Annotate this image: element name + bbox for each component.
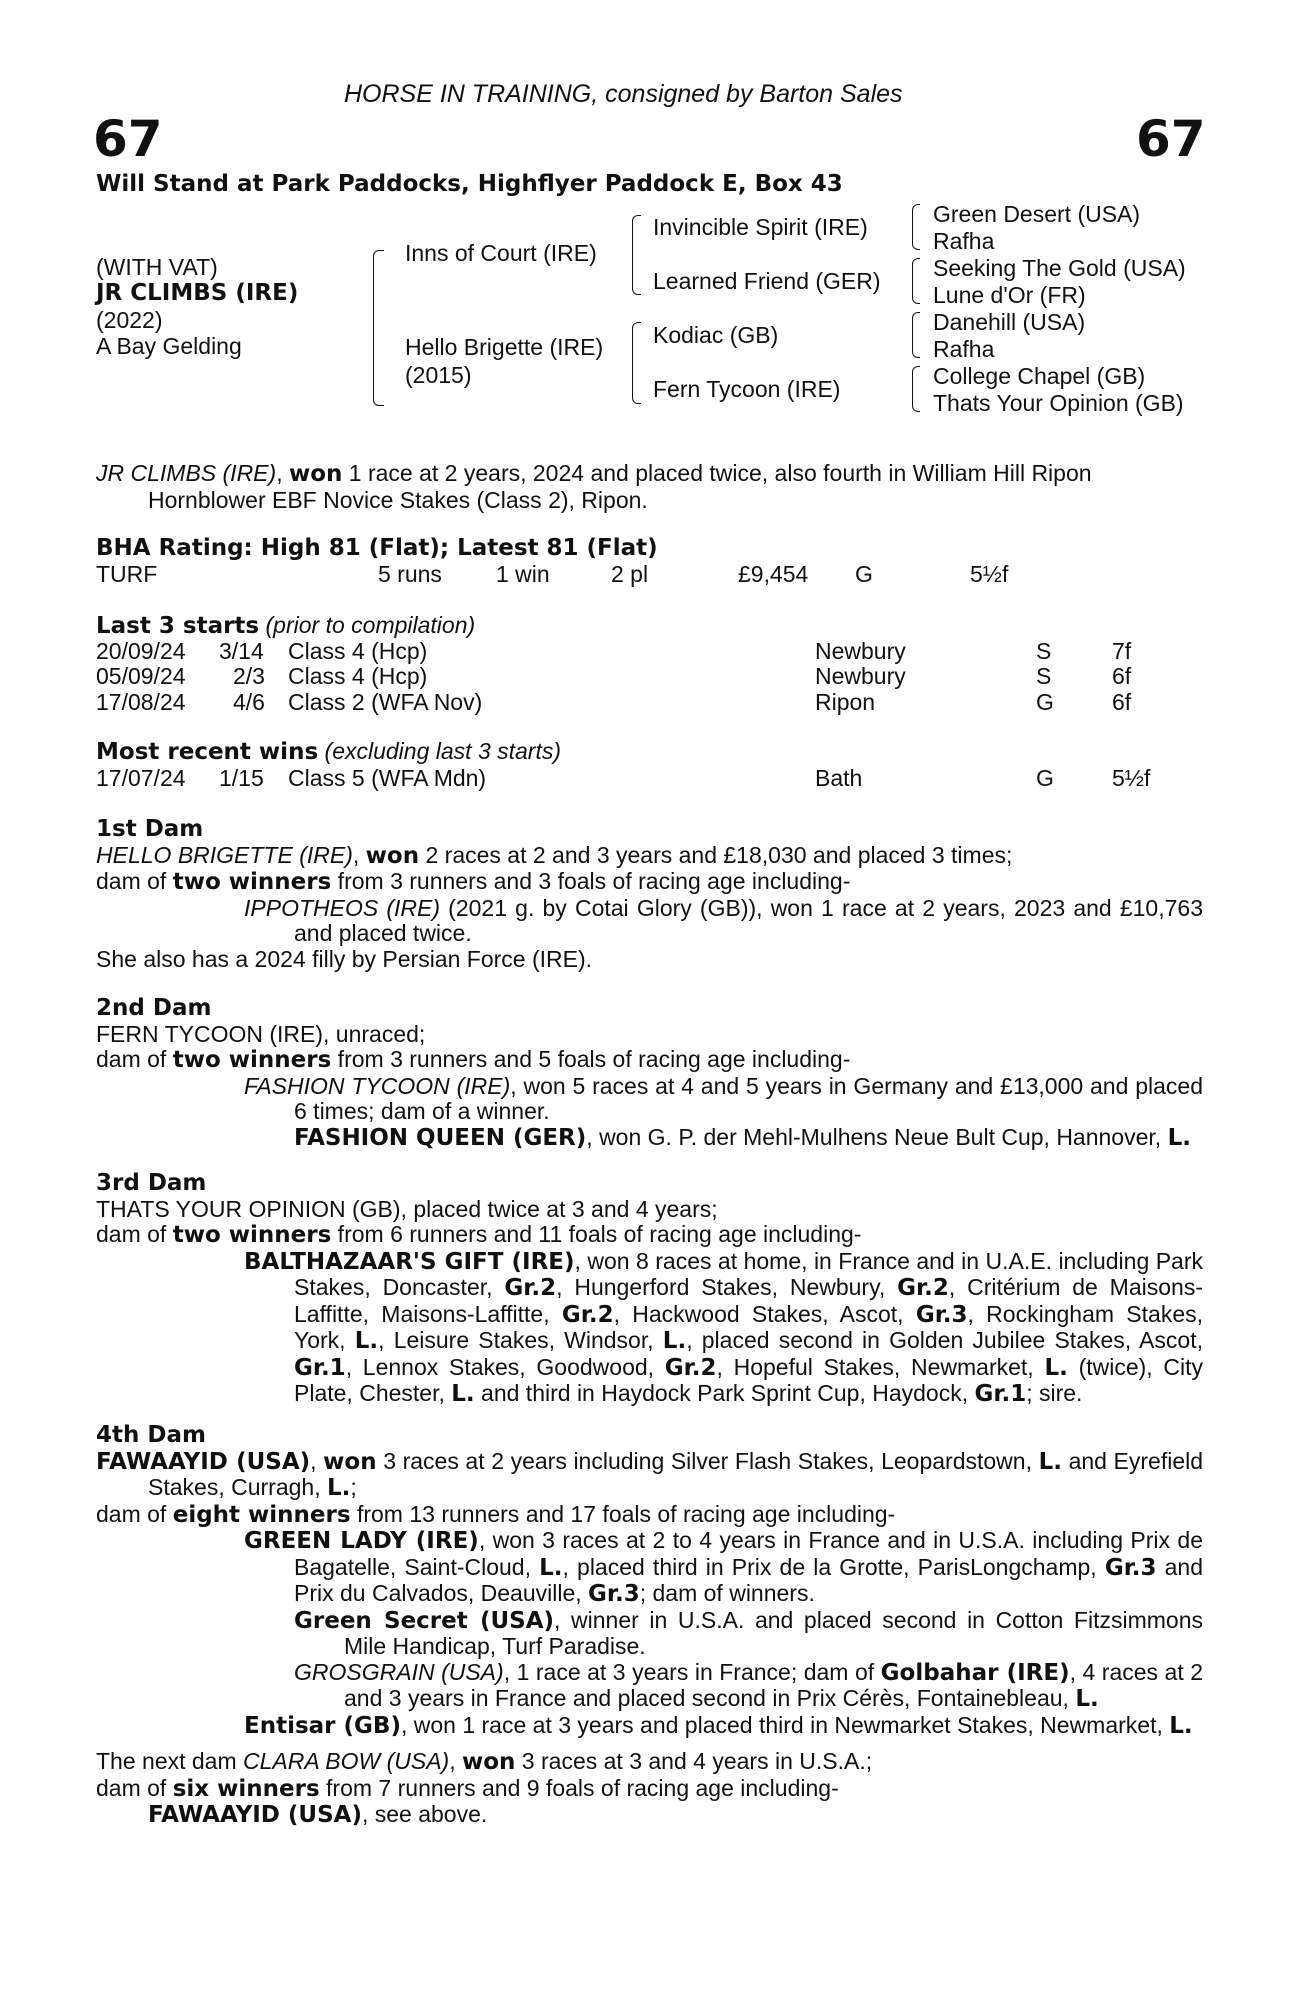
win-position: 1/15	[219, 765, 264, 791]
grade-label: L.	[354, 1328, 379, 1354]
start-race: Class 2 (WFA Nov)	[288, 689, 483, 715]
first-dam-section: 1st Dam HELLO BRIGETTE (IRE), won 2 races at 2 and 3 years and £18,030 and placed 3 times; dam of two winners from 3 runners and 3 foals of racing age including- IPPOTHEOS (IRE) (2021 g. by Cotai Glory (GB)), won 1 race at 2 years, 2023 and £10,763 and placed twice. She also has a 2024 filly by Persian Force (IRE).	[96, 816, 1203, 972]
pedigree-sire-dam: Learned Friend (GER)	[653, 268, 881, 294]
progeny-text: , placed third in Prix de la Grotte, ParisLongchamp,	[562, 1553, 1105, 1580]
pedigree-sire-sire: Invincible Spirit (IRE)	[653, 214, 868, 240]
progeny-entry	[96, 1713, 1203, 1740]
progeny-text: , placed second in Golden Jubilee Stakes, Ascot,	[686, 1327, 1203, 1353]
start-going: G	[1036, 689, 1054, 715]
start-date: 17/08/24	[96, 689, 186, 715]
progeny-text: , won 3 races at 2 to 4 years in France and in U.S.A. including Prix de Bagatelle, Saint-Cloud,	[294, 1527, 1204, 1580]
brace	[373, 250, 384, 406]
progeny-text: , Rockingham Stakes, York,	[294, 1300, 1203, 1353]
grade-label: Gr.2	[897, 1275, 949, 1301]
progeny-entry	[96, 896, 1203, 947]
winners-count: eight winners	[172, 1501, 351, 1528]
grade-label: L.	[1075, 1686, 1099, 1712]
start-course: Newbury	[815, 663, 906, 689]
brace	[912, 204, 920, 250]
pedigree-dss: Danehill (USA)	[933, 309, 1086, 335]
progeny-name: FASHION TYCOON (IRE)	[244, 1072, 511, 1099]
fourth-dam-record: FAWAAYID (USA), won 3 races at 2 years including Silver Flash Stakes, Leopardstown, L. and Eyrefield Stakes, Curragh, L.;	[96, 1447, 1204, 1501]
progeny-entry	[96, 1608, 1203, 1660]
progeny-text: , Hopeful Stakes, Newmarket,	[716, 1353, 1045, 1380]
progeny-name: FAWAAYID (USA)	[148, 1802, 362, 1828]
progeny-text: , Lennox Stakes, Goodwood,	[345, 1353, 665, 1380]
third-dam-section	[96, 1171, 1203, 1408]
progeny-text: , Hungerford Stakes, Newbury,	[556, 1274, 898, 1300]
rating-going: G	[855, 561, 873, 587]
brace	[912, 366, 920, 412]
pedigree-sire: Inns of Court (IRE)	[405, 240, 597, 266]
start-date: 05/09/24	[96, 663, 186, 689]
progeny-name: GROSGRAIN (USA)	[294, 1658, 504, 1685]
progeny-name: IPPOTHEOS (IRE)	[244, 894, 441, 921]
progeny-record: (2021 g. by Cotai Glory (GB)), won 1 race at 2 years, 2023 and £10,763 and placed twice.	[294, 894, 1203, 946]
horse-description: A Bay Gelding	[96, 333, 242, 359]
start-course: Ripon	[815, 689, 876, 715]
pedigree-dam-year: (2015)	[405, 362, 472, 388]
record-text: and Eyrefield Stakes, Curragh,	[148, 1447, 1204, 1500]
progeny-name: GREEN LADY (IRE)	[244, 1528, 479, 1554]
second-dam-section	[96, 996, 1203, 1151]
win-course: Bath	[815, 765, 863, 791]
fourth-dam-name: FAWAAYID (USA)	[96, 1448, 311, 1475]
progeny-text: and third in Haydock Park Sprint Cup, Haydock,	[474, 1380, 975, 1406]
progeny-text: , 1 race at 3 years in France; dam of	[503, 1658, 881, 1685]
progeny-entry	[96, 1249, 1203, 1408]
produce-record: from 7 runners and 9 foals of racing age including-	[319, 1774, 839, 1801]
grade-label: L.	[1044, 1354, 1068, 1381]
dam-of-label: dam of	[96, 1500, 173, 1527]
start-position: 2/3	[233, 663, 265, 689]
first-dam-record: 2 races at 2 and 3 years and £18,030 and placed 3 times;	[419, 841, 1013, 868]
brace	[912, 312, 920, 358]
grade-label: L.	[1038, 1448, 1062, 1475]
progeny-entry	[96, 1802, 1203, 1829]
start-distance: 7f	[1112, 638, 1132, 664]
pedigree-sdd: Lune d'Or (FR)	[933, 282, 1086, 308]
start-course: Newbury	[815, 638, 906, 664]
horse-name: JR CLIMBS (IRE)	[96, 280, 299, 306]
record-text: 3 races at 2 years including Silver Flash Stakes, Leopardstown,	[376, 1447, 1039, 1474]
summary-won: won	[288, 461, 343, 487]
stand-location: Will Stand at Park Paddocks, Highflyer Paddock E, Box 43	[96, 171, 843, 197]
pedigree-ssd: Rafha	[933, 228, 995, 254]
start-race: Class 4 (Hcp)	[288, 638, 428, 664]
third-dam-title: 3rd Dam	[96, 1170, 207, 1196]
listed-label: L.	[1167, 1124, 1191, 1151]
dam-of-label: dam of	[96, 1221, 173, 1247]
start-going: S	[1036, 663, 1052, 689]
won-label: won	[365, 842, 420, 869]
progeny-record: , winner in U.S.A. and placed second in Cotton Fitzsimmons Mile Handicap, Turf Paradise.	[344, 1606, 1203, 1659]
progeny-text: , Hackwood Stakes, Ascot,	[613, 1300, 916, 1327]
recent-wins-heading	[96, 739, 561, 766]
recent-wins-title: Most recent wins	[96, 739, 319, 765]
pedigree-sds: Seeking The Gold (USA)	[933, 255, 1186, 281]
progeny-name: Green Secret (USA)	[294, 1607, 555, 1634]
rating-runs: 5 runs	[378, 561, 442, 587]
grade-label: Gr.3	[915, 1301, 968, 1328]
progeny-name: BALTHAZAAR'S GIFT (IRE)	[244, 1248, 575, 1275]
next-dam-text: ,	[449, 1748, 462, 1774]
grade-label: Gr.1	[974, 1381, 1027, 1407]
progeny-record: , won 5 races at 4 and 5 years in Germany and £13,000 and placed 6 times; dam of a winner.	[294, 1072, 1203, 1124]
progeny-record: , won 1 race at 3 years and placed third in Newmarket Stakes, Newmarket,	[400, 1711, 1170, 1738]
pedigree-ddd: Thats Your Opinion (GB)	[933, 390, 1184, 416]
summary-line2: Hornblower EBF Novice Stakes (Class 2), Ripon.	[148, 486, 648, 513]
produce-record: from 13 runners and 17 foals of racing age including-	[350, 1500, 896, 1527]
pedigree-dam: Hello Brigette (IRE)	[405, 334, 604, 360]
progeny-text: , 4 races at 2 and 3 years in France and placed second in Prix Cérès, Fontainebleau,	[344, 1658, 1204, 1711]
horse-vat: (WITH VAT)	[96, 254, 218, 280]
grade-label: L.	[539, 1554, 563, 1581]
recent-wins-note: (excluding last 3 starts)	[324, 738, 562, 764]
next-dam-text: The next dam	[96, 1748, 244, 1774]
produce-record: from 6 runners and 11 foals of racing age including-	[331, 1221, 862, 1247]
winners-count: two winners	[172, 1047, 332, 1073]
win-going: G	[1036, 765, 1054, 791]
start-position: 4/6	[233, 689, 265, 715]
horse-year: (2022)	[96, 307, 163, 333]
progeny-name: FASHION QUEEN (GER)	[294, 1124, 587, 1151]
race-summary: JR CLIMBS (IRE), won 1 race at 2 years, 2024 and placed twice, also fourth in William Hill Ripon Hornblower EBF Novice Stakes (Class 2), Ripon.	[96, 461, 1203, 513]
rating-placed: 2 pl	[611, 561, 649, 587]
win-race: Class 5 (WFA Mdn)	[288, 765, 487, 791]
fourth-dam-section	[96, 1423, 1203, 1739]
third-dam-line: THATS YOUR OPINION (GB), placed twice at 3 and 4 years;	[96, 1195, 718, 1222]
rating-surface: TURF	[96, 561, 158, 587]
progeny-name: Golbahar (IRE)	[880, 1659, 1070, 1686]
rating-distance: 5½f	[970, 561, 1009, 587]
next-dam-name: CLARA BOW (USA)	[243, 1748, 450, 1774]
win-date: 17/07/24	[96, 765, 186, 791]
fourth-dam-title: 4th Dam	[96, 1422, 206, 1448]
grade-label: Gr.2	[504, 1275, 557, 1301]
first-dam-title: 1st Dam	[96, 816, 204, 842]
won-label: won	[323, 1448, 377, 1475]
grade-label: Gr.2	[664, 1354, 717, 1381]
start-going: S	[1036, 638, 1052, 664]
progeny-text: ; dam of winners.	[639, 1580, 815, 1606]
start-distance: 6f	[1112, 663, 1132, 689]
lot-number-left: 67	[93, 110, 163, 168]
progeny-entry	[96, 1528, 1203, 1608]
summary-horse-name: JR CLIMBS (IRE)	[96, 460, 277, 486]
grade-label: L.	[1169, 1712, 1193, 1739]
last3-note: (prior to compilation)	[265, 612, 476, 638]
pedigree-dsd: Rafha	[933, 336, 995, 362]
next-dam-section	[96, 1749, 1203, 1829]
last3-heading	[96, 613, 475, 640]
grade-label: Gr.3	[588, 1581, 640, 1607]
second-dam-line: FERN TYCOON (IRE), unraced;	[96, 1020, 426, 1047]
grade-label: Gr.2	[561, 1301, 614, 1328]
produce-record: from 3 runners and 3 foals of racing age including-	[331, 868, 851, 894]
rating-wins: 1 win	[496, 561, 550, 587]
win-distance: 5½f	[1112, 765, 1151, 791]
rating-earnings: £9,454	[738, 561, 809, 587]
winners-count: six winners	[172, 1775, 320, 1802]
last3-title: Last 3 starts	[96, 613, 260, 639]
grade-label: Gr.3	[1104, 1554, 1157, 1581]
progeny-entry	[96, 1660, 1203, 1713]
produce-record: from 3 runners and 5 foals of racing age including-	[331, 1046, 851, 1072]
progeny-name: Entisar (GB)	[244, 1712, 401, 1739]
dam-of-label: dam of	[96, 1046, 173, 1072]
dam-of-label: dam of	[96, 1774, 173, 1801]
pedigree-dds: College Chapel (GB)	[933, 363, 1146, 389]
start-distance: 6f	[1112, 689, 1132, 715]
progeny-text: , won 8 races at home, in France and in U.A.E. including Park Stakes, Doncaster,	[294, 1247, 1203, 1300]
progeny-text: and Prix du Calvados, Deauville,	[294, 1553, 1203, 1606]
pedigree-dam-sire: Kodiac (GB)	[653, 322, 779, 348]
start-date: 20/09/24	[96, 638, 186, 664]
lot-number-right: 67	[1136, 110, 1206, 168]
progeny-entry	[96, 1074, 1203, 1125]
catalogue-header: HORSE IN TRAINING, consigned by Barton Sales	[344, 80, 903, 108]
progeny-record: , see above.	[361, 1801, 488, 1827]
first-dam-note: She also has a 2024 filly by Persian Force (IRE).	[96, 945, 593, 972]
start-position: 3/14	[219, 638, 264, 664]
grade-label: L.	[326, 1475, 351, 1501]
winners-count: two winners	[172, 869, 332, 895]
grade-label: Gr.1	[294, 1354, 346, 1381]
progeny-record: , won G. P. der Mehl-Mulhens Neue Bult Cup, Hannover,	[586, 1123, 1168, 1150]
pedigree-dam-dam: Fern Tycoon (IRE)	[653, 376, 841, 402]
winners-count: two winners	[172, 1222, 332, 1248]
bha-rating-title: BHA Rating: High 81 (Flat); Latest 81 (Flat)	[96, 535, 658, 561]
dam-of-label: dam of	[96, 868, 173, 894]
summary-line1: 1 race at 2 years, 2024 and placed twice, also fourth in William Hill Ripon	[342, 460, 1092, 486]
second-dam-title: 2nd Dam	[96, 995, 212, 1021]
start-race: Class 4 (Hcp)	[288, 663, 428, 689]
next-dam-text: 3 races at 3 and 4 years in U.S.A.;	[515, 1748, 873, 1774]
grade-label: L.	[451, 1381, 475, 1407]
grade-label: L.	[662, 1328, 687, 1354]
progeny-text: (twice), City Plate, Chester,	[294, 1353, 1204, 1406]
pedigree-sss: Green Desert (USA)	[933, 201, 1141, 227]
brace	[632, 322, 641, 404]
brace	[912, 258, 920, 304]
won-label: won	[461, 1749, 516, 1775]
progeny-text: , Critérium de Maisons-Laffitte, Maisons-Laffitte,	[294, 1274, 1203, 1327]
progeny-text: ; sire.	[1026, 1380, 1083, 1406]
progeny-entry	[96, 1125, 1203, 1152]
progeny-text: , Leisure Stakes, Windsor,	[378, 1327, 663, 1353]
first-dam-name: HELLO BRIGETTE (IRE)	[96, 841, 353, 868]
brace	[632, 215, 641, 295]
record-text: ;	[350, 1474, 357, 1500]
